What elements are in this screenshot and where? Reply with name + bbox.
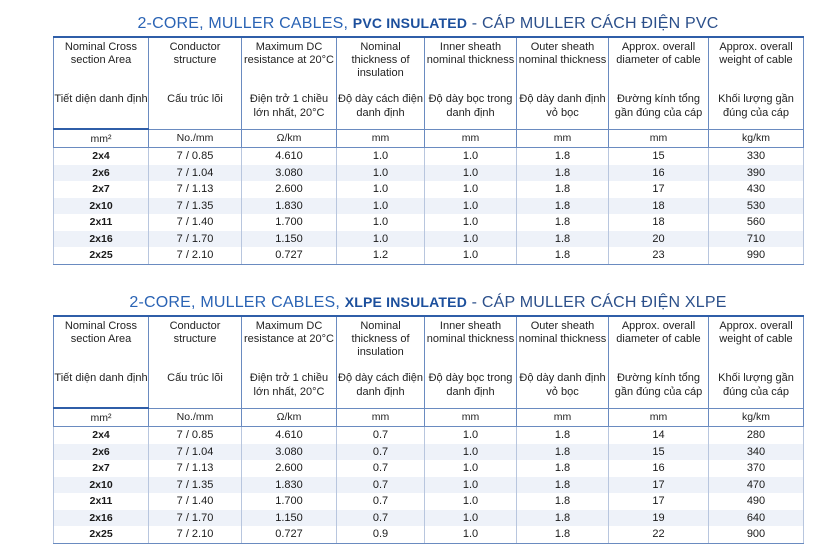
cross-section-cell: 2x10 (54, 198, 149, 215)
table-cell: 1.0 (425, 460, 517, 477)
table-cell: 1.8 (517, 165, 609, 182)
cross-section-cell: 2x16 (54, 231, 149, 248)
header-cell-vn: Điện trở 1 chiều lớn nhất, 20°C (242, 371, 337, 408)
unit-cell: mm (517, 408, 609, 427)
header-cell-en: Inner sheath nominal thickness (425, 316, 517, 371)
table-cell: 1.0 (425, 510, 517, 527)
table-cell: 1.0 (337, 214, 425, 231)
header-cell-vn: Độ dày cách điện danh định (337, 371, 425, 408)
header-cell-vn: Khối lượng gần đúng của cáp (709, 371, 804, 408)
table-cell: 1.8 (517, 214, 609, 231)
unit-cell: mm² (54, 408, 149, 427)
table-cell: 7 / 0.85 (149, 148, 242, 165)
table-cell: 4.610 (242, 148, 337, 165)
table-cell: 0.727 (242, 247, 337, 264)
table-cell: 16 (609, 165, 709, 182)
table-cell: 1.700 (242, 493, 337, 510)
table-cell: 7 / 1.40 (149, 493, 242, 510)
table-cell: 1.830 (242, 477, 337, 494)
header-cell-vn: Đường kính tổng gần đúng của cáp (609, 92, 709, 129)
xlpe-title-prefix: 2-CORE, MULLER CABLES, (129, 294, 345, 311)
table-cell: 1.0 (425, 181, 517, 198)
unit-cell: Ω/km (242, 129, 337, 148)
header-cell-vn: Độ dày cách điện danh định (337, 92, 425, 129)
pvc-title-vietnamese: - CÁP MULLER CÁCH ĐIỆN PVC (467, 15, 719, 32)
unit-cell: mm (517, 129, 609, 148)
unit-cell: mm (425, 129, 517, 148)
unit-cell: mm (337, 408, 425, 427)
header-cell-vn: Cấu trúc lõi (149, 371, 242, 408)
unit-cell: mm (337, 129, 425, 148)
table-cell: 20 (609, 231, 709, 248)
table-cell: 1.150 (242, 510, 337, 527)
pvc-units-row (54, 129, 804, 148)
header-cell-en: Approx. overall weight of cable (709, 316, 804, 371)
table-cell: 1.0 (337, 198, 425, 215)
cross-section-cell: 2x7 (54, 181, 149, 198)
table-cell: 1.0 (425, 493, 517, 510)
unit-cell: mm (425, 408, 517, 427)
table-cell: 1.0 (337, 181, 425, 198)
table-cell: 1.150 (242, 231, 337, 248)
table-cell: 1.8 (517, 477, 609, 494)
xlpe-table-title (53, 289, 803, 315)
table-cell: 1.8 (517, 526, 609, 543)
table-cell: 18 (609, 214, 709, 231)
table-cell: 2.600 (242, 460, 337, 477)
table-cell: 0.727 (242, 526, 337, 543)
table-cell: 1.8 (517, 510, 609, 527)
xlpe-header-row-en (54, 316, 804, 371)
table-row (54, 460, 804, 477)
xlpe-title-insulation: XLPE INSULATED (344, 294, 468, 310)
cross-section-cell: 2x25 (54, 526, 149, 543)
unit-cell: mm (609, 408, 709, 427)
table-cell: 340 (709, 444, 804, 461)
table-row (54, 181, 804, 198)
unit-cell: kg/km (709, 129, 804, 148)
table-cell: 370 (709, 460, 804, 477)
table-cell: 0.7 (337, 444, 425, 461)
table-cell: 17 (609, 493, 709, 510)
table-cell: 490 (709, 493, 804, 510)
table-cell: 1.8 (517, 444, 609, 461)
table-cell: 19 (609, 510, 709, 527)
table-cell: 2.600 (242, 181, 337, 198)
table-cell: 3.080 (242, 165, 337, 182)
unit-cell: No./mm (149, 129, 242, 148)
table-cell: 7 / 1.35 (149, 477, 242, 494)
header-cell-vn: Cấu trúc lõi (149, 92, 242, 129)
table-cell: 7 / 0.85 (149, 427, 242, 444)
table-cell: 1.8 (517, 198, 609, 215)
pvc-title-insulation: PVC INSULATED (352, 15, 468, 31)
pvc-header-row-vn (54, 92, 804, 129)
header-cell-en: Nominal Cross section Area (54, 37, 149, 92)
cross-section-cell: 2x25 (54, 247, 149, 264)
xlpe-title-vietnamese: - CÁP MULLER CÁCH ĐIỆN XLPE (467, 294, 727, 311)
header-cell-en: Maximum DC resistance at 20°C (242, 37, 337, 92)
pvc-header-row-en (54, 37, 804, 92)
cross-section-cell: 2x6 (54, 444, 149, 461)
table-cell: 280 (709, 427, 804, 444)
table-row (54, 165, 804, 182)
table-row (54, 247, 804, 264)
unit-cell: Ω/km (242, 408, 337, 427)
table-cell: 7 / 1.13 (149, 181, 242, 198)
xlpe-header-row-vn (54, 371, 804, 408)
header-cell-vn: Khối lượng gần đúng của cáp (709, 92, 804, 129)
table-cell: 470 (709, 477, 804, 494)
header-cell-vn: Độ dày bọc trong danh định (425, 371, 517, 408)
table-cell: 3.080 (242, 444, 337, 461)
cross-section-cell: 2x4 (54, 427, 149, 444)
table-cell: 1.0 (425, 198, 517, 215)
pvc-section (53, 10, 803, 265)
table-row (54, 198, 804, 215)
table-row (54, 493, 804, 510)
table-cell: 1.0 (337, 165, 425, 182)
cross-section-cell: 2x6 (54, 165, 149, 182)
header-cell-en: Conductor structure (149, 316, 242, 371)
table-cell: 1.0 (425, 247, 517, 264)
table-cell: 14 (609, 427, 709, 444)
header-cell-en: Nominal thickness of insulation (337, 316, 425, 371)
unit-cell: mm² (54, 129, 149, 148)
table-cell: 7 / 1.70 (149, 231, 242, 248)
table-cell: 23 (609, 247, 709, 264)
cross-section-cell: 2x4 (54, 148, 149, 165)
table-cell: 0.9 (337, 526, 425, 543)
table-cell: 1.0 (337, 231, 425, 248)
table-cell: 7 / 1.35 (149, 198, 242, 215)
table-cell: 0.7 (337, 460, 425, 477)
table-cell: 900 (709, 526, 804, 543)
header-cell-en: Nominal thickness of insulation (337, 37, 425, 92)
header-cell-en: Outer sheath nominal thickness (517, 37, 609, 92)
header-cell-en: Outer sheath nominal thickness (517, 316, 609, 371)
table-cell: 7 / 1.40 (149, 214, 242, 231)
table-cell: 1.0 (425, 148, 517, 165)
table-cell: 1.8 (517, 493, 609, 510)
table-cell: 0.7 (337, 477, 425, 494)
header-cell-en: Approx. overall diameter of cable (609, 316, 709, 371)
table-cell: 1.8 (517, 460, 609, 477)
header-cell-en: Approx. overall diameter of cable (609, 37, 709, 92)
table-row (54, 510, 804, 527)
table-cell: 17 (609, 477, 709, 494)
header-cell-en: Nominal Cross section Area (54, 316, 149, 371)
pvc-table-title (53, 10, 803, 36)
table-cell: 7 / 1.04 (149, 444, 242, 461)
header-cell-en: Maximum DC resistance at 20°C (242, 316, 337, 371)
table-row (54, 214, 804, 231)
table-cell: 530 (709, 198, 804, 215)
unit-cell: No./mm (149, 408, 242, 427)
table-cell: 1.2 (337, 247, 425, 264)
table-cell: 1.8 (517, 231, 609, 248)
table-cell: 7 / 1.04 (149, 165, 242, 182)
table-cell: 15 (609, 148, 709, 165)
table-cell: 990 (709, 247, 804, 264)
table-cell: 1.0 (337, 148, 425, 165)
header-cell-en: Conductor structure (149, 37, 242, 92)
unit-cell: mm (609, 129, 709, 148)
header-cell-vn: Tiết diện danh định (54, 92, 149, 129)
table-cell: 7 / 1.70 (149, 510, 242, 527)
table-cell: 1.8 (517, 181, 609, 198)
table-cell: 1.0 (425, 231, 517, 248)
table-cell: 330 (709, 148, 804, 165)
table-row (54, 148, 804, 165)
table-cell: 18 (609, 198, 709, 215)
table-cell: 1.8 (517, 427, 609, 444)
table-cell: 1.8 (517, 247, 609, 264)
table-row (54, 427, 804, 444)
header-cell-vn: Độ dày danh định vỏ bọc (517, 371, 609, 408)
header-cell-en: Approx. overall weight of cable (709, 37, 804, 92)
table-cell: 1.0 (425, 427, 517, 444)
table-cell: 7 / 1.13 (149, 460, 242, 477)
table-cell: 7 / 2.10 (149, 247, 242, 264)
cross-section-cell: 2x11 (54, 493, 149, 510)
header-cell-vn: Tiết diện danh định (54, 371, 149, 408)
table-cell: 0.7 (337, 493, 425, 510)
cross-section-cell: 2x16 (54, 510, 149, 527)
header-cell-vn: Độ dày danh định vỏ bọc (517, 92, 609, 129)
cross-section-cell: 2x10 (54, 477, 149, 494)
header-cell-en: Inner sheath nominal thickness (425, 37, 517, 92)
table-cell: 1.830 (242, 198, 337, 215)
table-cell: 560 (709, 214, 804, 231)
xlpe-units-row (54, 408, 804, 427)
table-cell: 7 / 2.10 (149, 526, 242, 543)
header-cell-vn: Độ dày bọc trong danh định (425, 92, 517, 129)
table-cell: 430 (709, 181, 804, 198)
table-cell: 1.0 (425, 526, 517, 543)
pvc-title-prefix: 2-CORE, MULLER CABLES, (137, 15, 353, 32)
table-cell: 1.0 (425, 165, 517, 182)
table-cell: 1.0 (425, 214, 517, 231)
table-cell: 390 (709, 165, 804, 182)
table-cell: 1.8 (517, 148, 609, 165)
table-row (54, 444, 804, 461)
table-cell: 640 (709, 510, 804, 527)
header-cell-vn: Đường kính tổng gần đúng của cáp (609, 371, 709, 408)
table-cell: 0.7 (337, 427, 425, 444)
table-cell: 4.610 (242, 427, 337, 444)
table-cell: 710 (709, 231, 804, 248)
table-cell: 16 (609, 460, 709, 477)
cross-section-cell: 2x7 (54, 460, 149, 477)
table-cell: 15 (609, 444, 709, 461)
table-cell: 22 (609, 526, 709, 543)
pvc-spec-table (53, 36, 804, 265)
table-cell: 0.7 (337, 510, 425, 527)
table-row (54, 477, 804, 494)
cross-section-cell: 2x11 (54, 214, 149, 231)
xlpe-section (53, 289, 803, 544)
table-cell: 1.0 (425, 444, 517, 461)
table-cell: 1.700 (242, 214, 337, 231)
table-row (54, 231, 804, 248)
table-cell: 1.0 (425, 477, 517, 494)
unit-cell: kg/km (709, 408, 804, 427)
table-cell: 17 (609, 181, 709, 198)
table-row (54, 526, 804, 543)
xlpe-spec-table (53, 315, 804, 544)
header-cell-vn: Điện trở 1 chiều lớn nhất, 20°C (242, 92, 337, 129)
